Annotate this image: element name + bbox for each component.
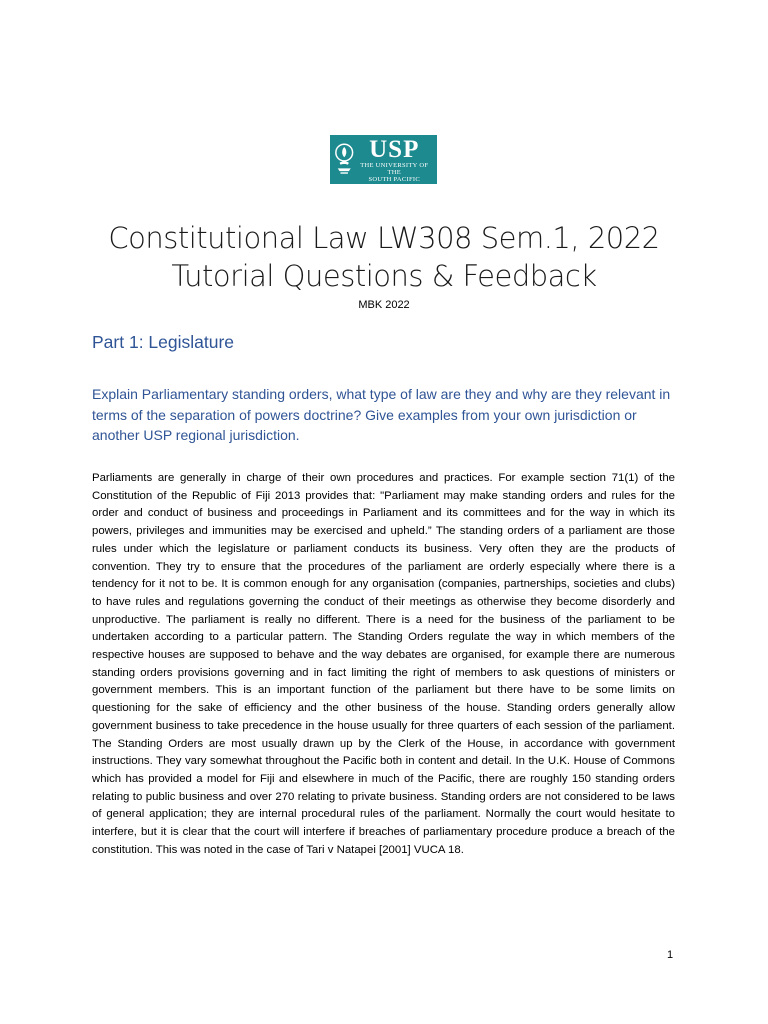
document-title-line1: Constitutional Law LW308 Sem.1, 2022 [108,221,660,255]
section-heading: Part 1: Legislature [92,332,235,352]
logo-subtitle-line2: SOUTH PACIFIC [368,175,420,183]
logo-subtitle-line1: THE UNIVERSITY OF THE [360,161,429,176]
tutorial-question: Explain Parliamentary standing orders, what type of law are they and why are they relevant in terms of the separation of powers doctrine? Give examples from your own jurisdiction or another USP regional jurisdiction. [92,386,671,443]
answer-paragraph: Parliaments are generally in charge of their own procedures and practices. For example section 71(1) of the Constitution of the Republic of Fiji 2013 provides that: "Parliament may make standing orders and rules for the order and conduct of business and proceedings in Parliament and its committees and for the way in which its powers, privileges and immunities may be exercised and upheld.” The standing orders of a parliament are those rules under which the legislature or parliament conducts its business. Very often they are the products of convention. They try to ensure that the procedures of the parliament are orderly especially where there is a tendency for it not to be. It is common enough for any organisation (companies, partnerships, societies and clubs) to have rules and regulations governing the conduct of their meetings as otherwise they become disorderly and unproductive. The parliament is really no different. There is a need for the business of the parliament to be undertaken according to a particular pattern. The Standing Orders regulate the way in which members of the respective houses are supposed to behave and the way debates are organised, for example there are numerous standing orders provisions governing and in fact limiting the right of members to ask questions of ministers or government members. This is an important function of the parliament but there have to be some limits on questioning for the sake of efficiency and the other business of the house. Standing orders generally allow government business to take precedence in the house usually for three quarters of each session of the parliament. The Standing Orders are most usually drawn up by the Clerk of the House, in accordance with government instructions. They vary somewhat throughout the Pacific both in content and detail. In the U.K. House of Commons which has provided a model for Fiji and elsewhere in much of the Pacific, there are roughly 150 standing orders relating to public business and over 270 relating to private business. Standing orders are not considered to be laws of general application; they are internal procedural rules of the parliament. Normally the court would hesitate to interfere, but it is clear that the court will interfere if breaches of parliamentary procedure produce a breach of the constitution. This was noted in the case of Tari v Natapei [2001] VUCA 18. [92,472,675,856]
logo-name: USP [369,135,420,163]
logo-text [355,137,433,183]
document-title-line2: Tutorial Questions & Feedback [171,259,597,293]
usp-logo [330,135,437,184]
page-number: 1 [667,949,674,961]
document-author: MBK 2022 [358,299,410,311]
usp-emblem-icon [334,141,354,179]
